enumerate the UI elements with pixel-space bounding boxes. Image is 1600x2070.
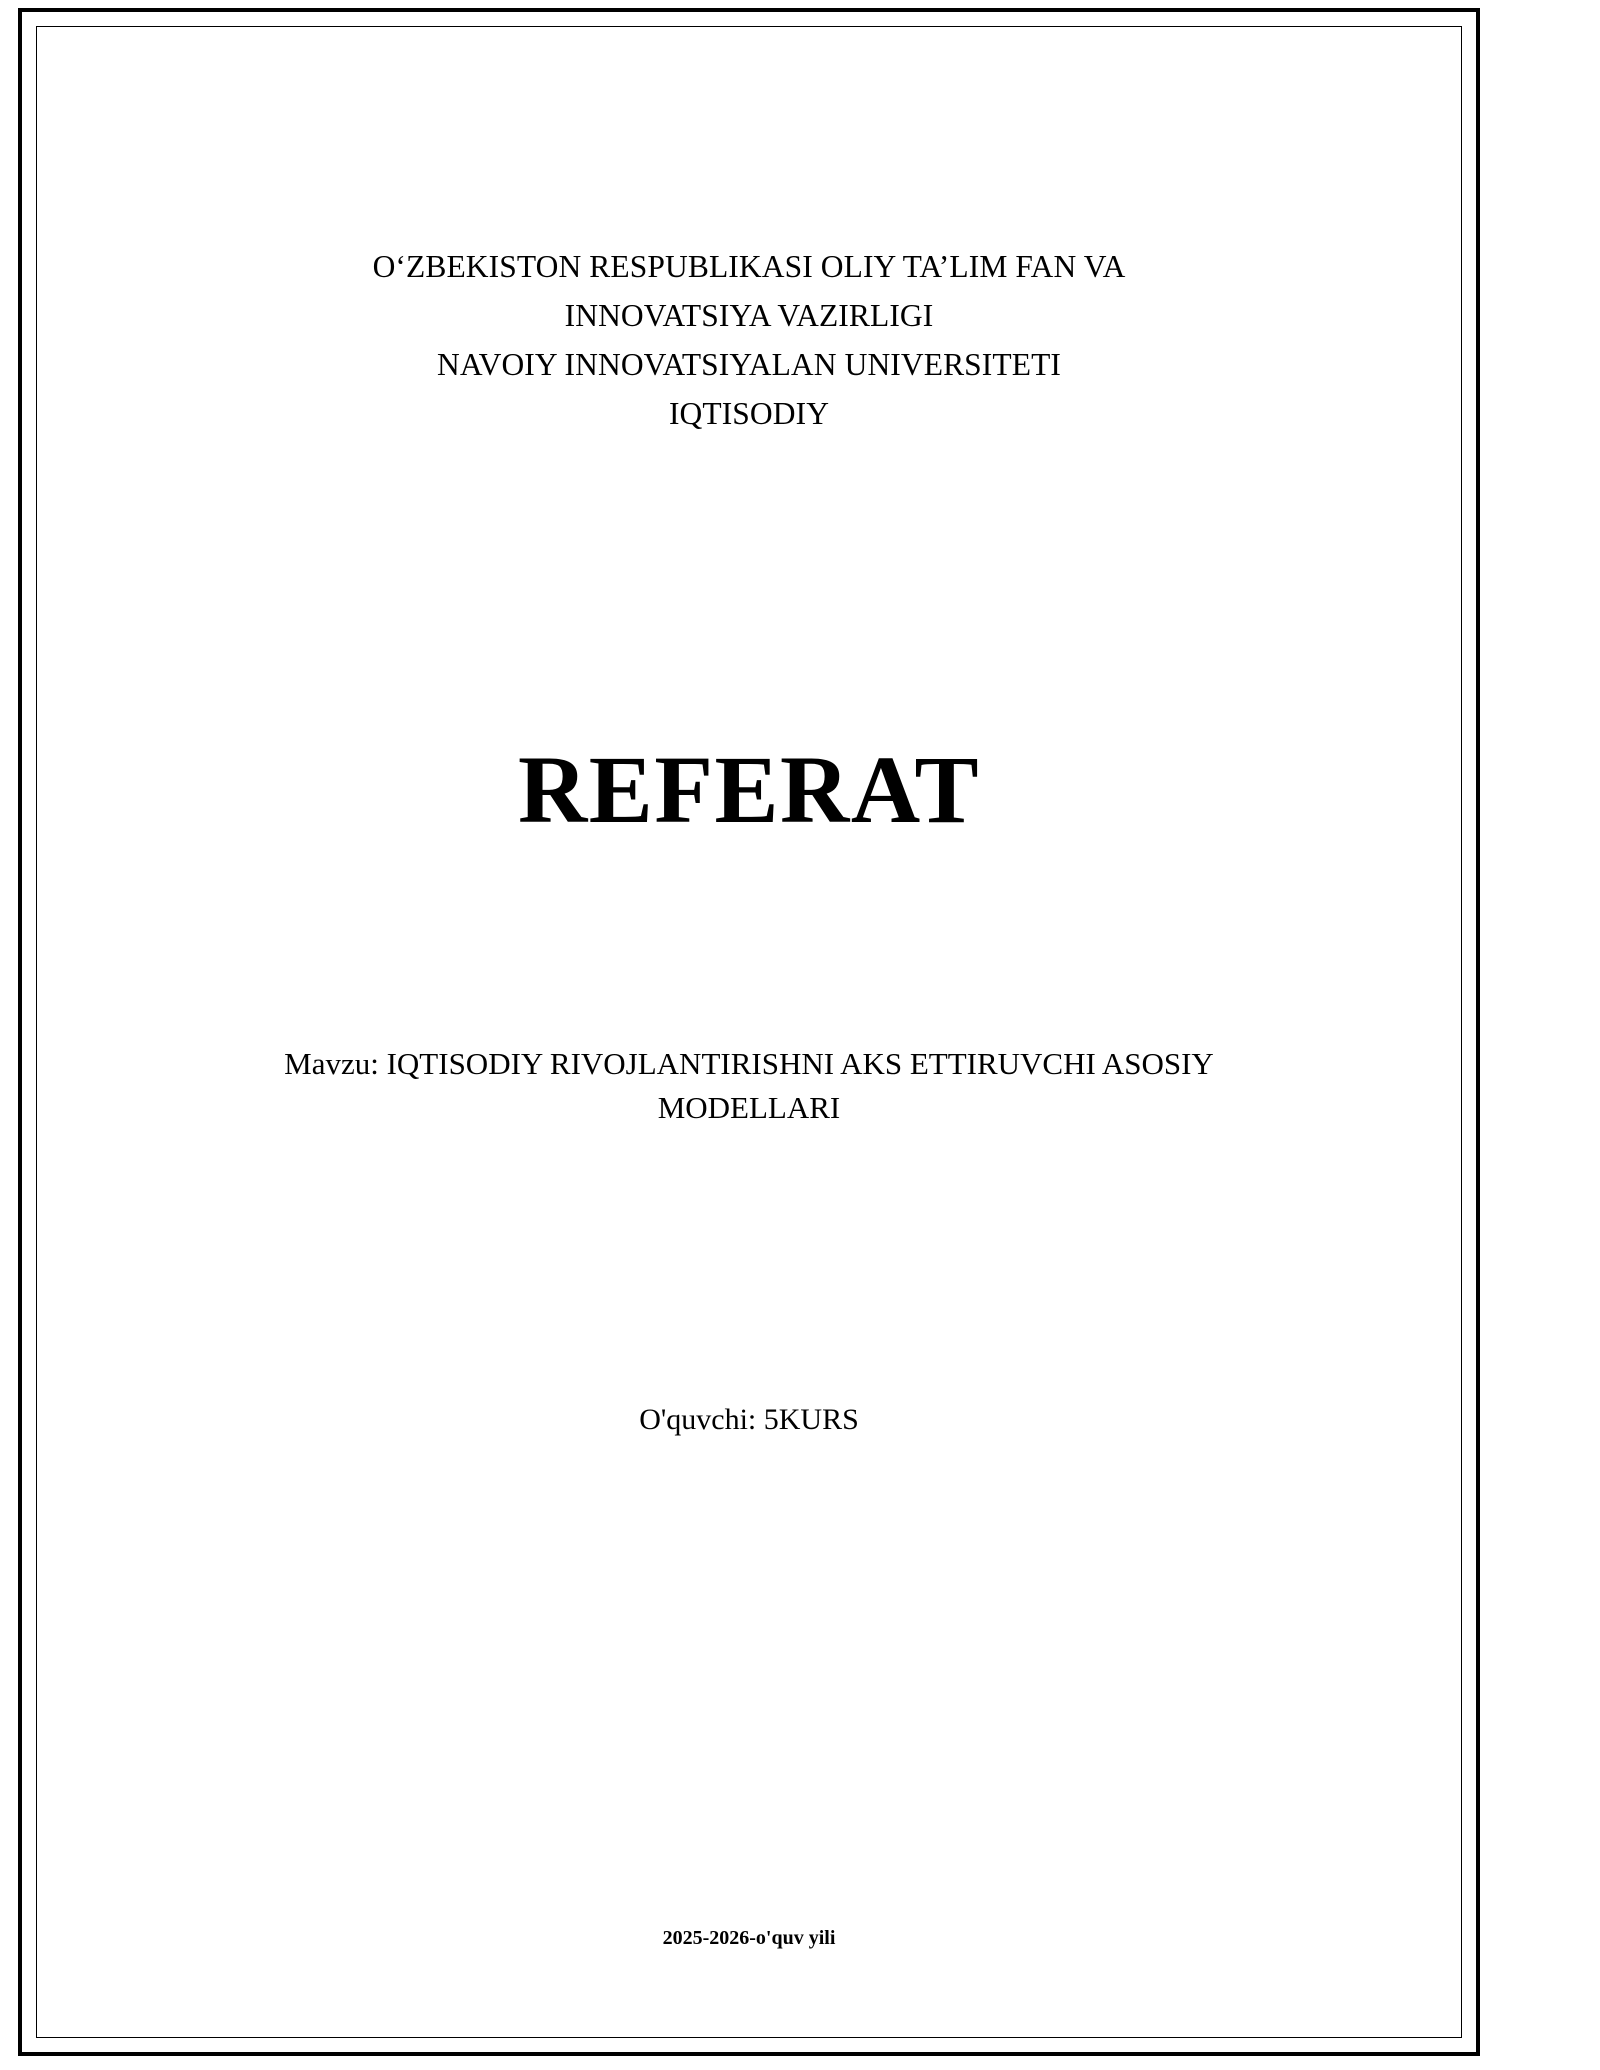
subject-line-1: Mavzu: IQTISODIY RIVOJLANTIRISHNI AKS ETTIRUVCHI ASOSIY	[284, 1046, 1214, 1081]
author-block	[127, 1400, 1371, 1440]
title-page	[18, 8, 1480, 2056]
institution-header-line-4: IQTISODIY	[668, 396, 830, 431]
institution-header-line-1: O‘ZBEKISTON RESPUBLIKASI OLIY TA’LIM FAN VA	[372, 249, 1126, 284]
institution-header	[127, 242, 1371, 438]
subject-block	[127, 1042, 1371, 1130]
academic-year-text: 2025-2026-o'quv yili	[662, 1927, 836, 1949]
author-line: O'quvchi: 5KURS	[639, 1403, 859, 1436]
page-content	[37, 27, 1461, 2037]
page-inner-border	[36, 26, 1462, 2038]
institution-header-line-2: INNOVATSIYA VAZIRLIGI	[564, 298, 934, 333]
page-title: REFERAT	[517, 736, 981, 843]
subject-line-2: MODELLARI	[657, 1090, 841, 1125]
institution-header-line-3: NAVOIY INNOVATSIYALAN UNIVERSITETI	[436, 347, 1062, 382]
document-title-block	[127, 738, 1371, 842]
academic-year-footer	[37, 1925, 1461, 1951]
